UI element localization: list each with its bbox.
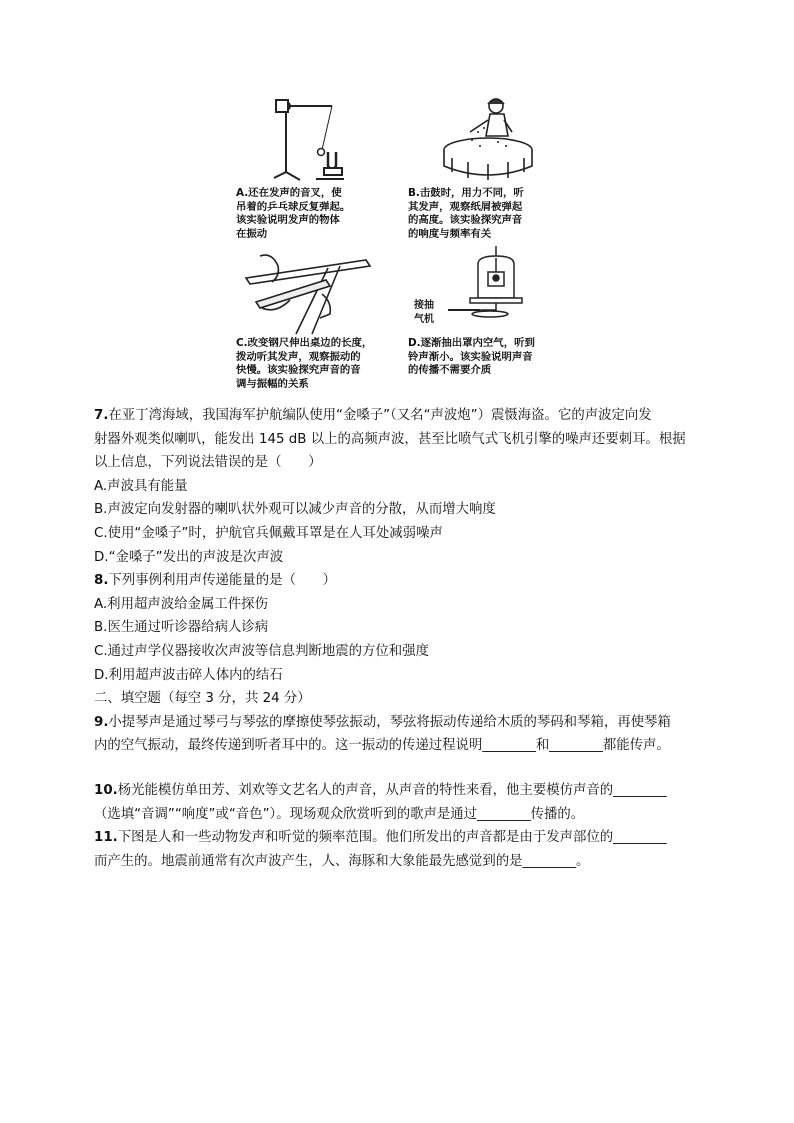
q9-text-1: 小提琴声是通过琴弓与琴弦的摩擦使琴弦振动，琴弦将振动传递给木质的琴码和琴箱，再使琴箱: [108, 714, 671, 730]
q7-stem-1: 在亚丁湾海域，我国海军护航编队使用“金嗓子”（又名“声波炮”）震慑海盗。它的声波定向发: [108, 408, 652, 423]
panel-a-caption: A.还在发声的音叉，使 吊着的乒乓球反复弹起。 该实验说明发声的物体 在振动: [236, 187, 351, 240]
panel-b: [408, 92, 568, 241]
q9-line-1: [94, 711, 704, 735]
q11-number: 11.: [94, 830, 118, 846]
question-text: [94, 404, 704, 873]
q8-number: 8.: [94, 573, 109, 589]
q10-text-2: （选填“音调”“响度”或“音色”）。现场观众欣赏听到的歌声是通过________传播的。: [94, 806, 585, 822]
q8-option-c: C.通过声学仪器接收次声波等信息判断地震的方位和强度: [94, 643, 429, 659]
spacer: [94, 758, 704, 779]
q9-text-2: 内的空气振动，最终传递到听者耳中的。这一振动的传递过程说明________和________都能传声。: [94, 738, 670, 754]
q11-text-2: 而产生的。地震前通常有次声波产生，人、海豚和大象能最先感觉到的是________。: [94, 853, 590, 869]
q7-option-d: D.“金嗓子”发出的声波是次声波: [94, 549, 284, 565]
q8-line-1: [94, 569, 704, 593]
q7-line-1: [94, 404, 704, 428]
pump-label-line1: 接抽: [414, 300, 434, 311]
q7-stem-3: 以上信息，下列说法错误的是（ ）: [94, 455, 322, 471]
panel-a: [236, 92, 396, 241]
pump-label-line2: 气机: [414, 314, 434, 325]
panel-c: [236, 242, 396, 391]
panel-d: [408, 242, 568, 378]
q10-text-1: 杨光能模仿单田芳、刘欢等文艺名人的声音，从声音的特性来看，他主要模仿声音的________: [117, 782, 667, 798]
q8-option-a: A.利用超声波给金属工件探伤: [94, 596, 268, 612]
q11-line-1: [94, 826, 704, 850]
panel-d-caption: D.逐渐抽出罩内空气，听到 铃声渐小。该实验说明声音 的传播不需要介质: [408, 337, 535, 376]
panel-b-caption: B.击鼓时，用力不同，听 其发声，观察纸屑被弹起 的高度。该实验探究声音 的响度与频率有关: [408, 187, 524, 240]
q10-number: 10.: [94, 782, 118, 798]
tuning-fork-pendulum-illustration: [236, 92, 376, 187]
experiment-figure: [236, 92, 566, 392]
q10-line-1: [94, 779, 704, 803]
q7-option-b: B.声波定向发射器的喇叭状外观可以减少声音的分散，从而增大响度: [94, 502, 496, 518]
q7-number: 7.: [94, 408, 109, 423]
q7-option-c: C.使用“金嗓子”时，护航官兵佩戴耳罩是在人耳处减弱噪声: [94, 525, 443, 541]
drum-illustration: [408, 92, 548, 187]
panel-c-caption: C.改变钢尺伸出桌边的长度， 拨动听其发声，观察振动的 快慢。该实验探究声音的音 调与振幅的关系: [236, 337, 373, 390]
ping-pong-ball: [318, 149, 325, 156]
bell-jar-illustration: [408, 242, 548, 337]
q9-number: 9.: [94, 714, 109, 730]
section-fill-in-heading: 二、填空题（每空 3 分，共 24 分）: [94, 691, 311, 707]
q7-option-a: A.声波具有能量: [94, 478, 188, 494]
ruler-table-illustration: [236, 242, 376, 337]
q8-option-b: B.医生通过听诊器给病人诊病: [94, 620, 269, 636]
q11-text-1: 下图是人和一些动物发声和听觉的频率范围。他们所发出的声音都是由于发声部位的________: [117, 830, 667, 846]
q8-stem: 下列事例利用声传递能量的是（ ）: [108, 573, 337, 589]
q8-option-d: D.利用超声波击碎人体内的结石: [94, 667, 283, 683]
q7-stem-2: 射器外观类似喇叭，能发出 145 dB 以上的高频声波，甚至比喷气式飞机引擎的噪声还要刺耳。根据: [94, 431, 686, 447]
